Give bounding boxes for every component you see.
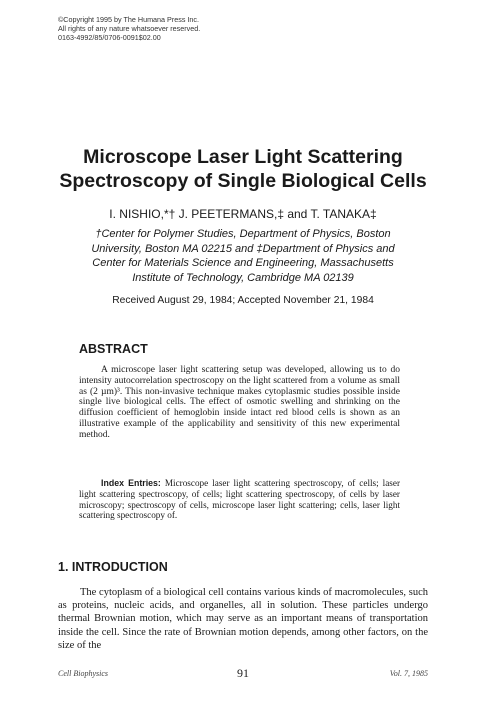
affiliation-line: †Center for Polymer Studies, Department of Physics, Boston [95,228,391,240]
copyright-notice [58,15,298,43]
article-title [20,145,466,193]
footer-journal: Cell Biophysics [58,669,108,678]
index-entries [79,478,400,521]
index-entries-text: Microscope laser light scattering spectroscopy, of cells; laser light scattering spectroscopy, of cells; light scattering spectroscopy, of cells by laser microscopy; spectroscopy of cells, microscope laser light scattering; cells, laser light scattering spectroscopy of. [79,478,400,521]
copyright-line: 0163-4992/85/0706-0091$02.00 [58,33,161,43]
author-affiliations [60,227,426,285]
copyright-line: All rights of any nature whatsoever reserved. [58,24,201,34]
introduction-text [58,586,428,652]
copyright-line: ©Copyright 1995 by The Humana Press Inc. [58,15,199,24]
page-footer [58,668,428,680]
author-list: I. NISHIO,*† J. PEETERMANS,‡ and T. TANAKA‡ [109,207,377,221]
footer-page-number: 91 [237,666,249,680]
introduction-heading: 1. INTRODUCTION [58,560,168,574]
abstract-text [79,365,400,441]
introduction-body: The cytoplasm of a biological cell contains various kinds of macromolecules, such as proteins, nucleic acids, and organelles, all in solution. These particles undergo thermal Brownian motion, which may serve as an important means of transportation inside the cell. Since the rate of Brownian motion depends, among other factors, on the size of the [58,587,428,651]
received-dates: Received August 29, 1984; Accepted November 21, 1984 [112,295,374,306]
affiliation-line: University, Boston MA 02215 and ‡Department of Physics and [91,242,395,255]
abstract-body: A microscope laser light scattering setup was developed, allowing us to do intensity autocorrelation spectroscopy on the light scattered from a volume as small as (2 µm)³. This non-invasive technique makes cytoplasmic studies possible inside single live biological cells. The effect of osmotic swelling and shrinking on the diffusion coefficient of hemoglobin inside intact red blood cells is shown as an illustrative example of the applicability and sensitivity of this new experimental method. [79,365,400,440]
affiliation-line: Institute of Technology, Cambridge MA 02139 [132,271,354,284]
title-line: Spectroscopy of Single Biological Cells [59,170,427,192]
footer-volume: Vol. 7, 1985 [389,669,428,678]
title-line: Microscope Laser Light Scattering [83,146,403,168]
index-entries-label: Index Entries: [101,478,161,488]
abstract-heading: ABSTRACT [79,342,148,356]
affiliation-line: Center for Materials Science and Engineering, Massachusetts [92,257,394,270]
